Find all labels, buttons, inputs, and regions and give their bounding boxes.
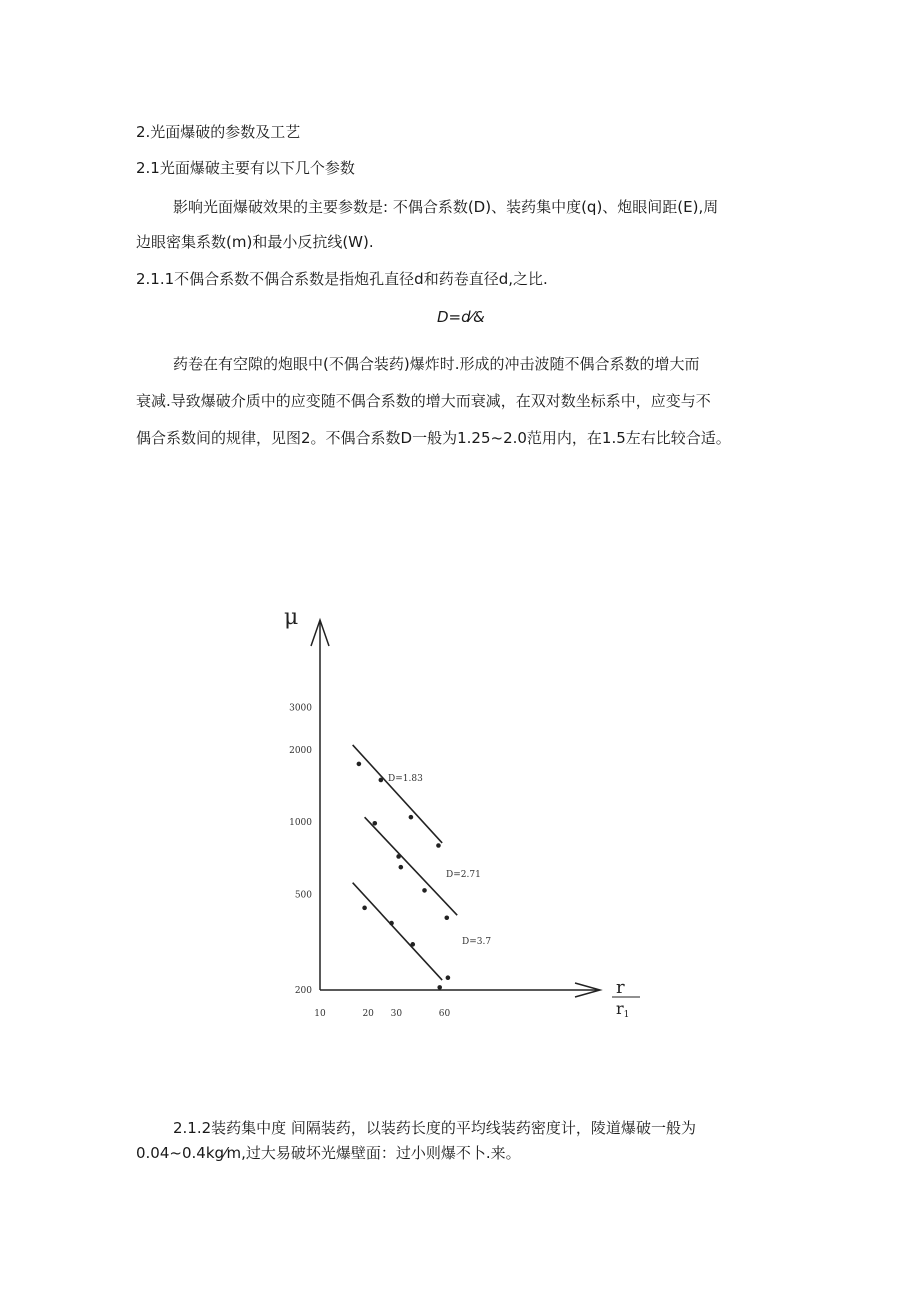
chart-axes: [284, 605, 640, 1020]
y-tick-label: 200: [294, 986, 312, 996]
data-point: [357, 762, 362, 767]
data-point: [396, 854, 401, 859]
series-2: [365, 817, 481, 920]
data-point: [444, 915, 449, 920]
data-point: [446, 975, 451, 980]
y-tick-label: 1000: [289, 818, 312, 829]
series-3: [353, 883, 492, 990]
data-point: [379, 778, 384, 783]
data-point: [436, 843, 441, 848]
paragraph-line: 药卷在有空隙的炮眼中(不偶合装药)爆炸时.形成的冲击波随不偶合系数的增大而: [173, 355, 700, 373]
series-label: D=1.83: [388, 774, 423, 784]
data-point: [437, 985, 442, 990]
x-axis-label-denominator: r1: [616, 999, 630, 1020]
x-tick-label: 30: [390, 1009, 403, 1019]
x-tick-label: 20: [362, 1009, 374, 1019]
paragraph-line: 边眼密集系数(m)和最小反抗线(W).: [136, 233, 374, 251]
section-heading-2-1-1: 2.1.1不偶合系数不偶合系数是指炮孔直径d和药卷直径d,之比.: [136, 270, 548, 288]
data-point: [389, 921, 394, 926]
chart-marks: [353, 745, 492, 990]
series-1: [353, 745, 442, 848]
trend-line: [353, 745, 442, 843]
series-label: D=3.7: [462, 937, 492, 947]
paragraph-line: 衰减.导致爆破介质中的应变随不偶合系数的增大而衰减，在双对数坐标系中，应变与不: [136, 392, 711, 410]
paragraph-line: 偶合系数间的规律，见图2。不偶合系数D一般为1.25~2.0范用内，在1.5左右比较合适。: [136, 429, 731, 447]
section-heading-2-1: 2.1光面爆破主要有以下几个参数: [136, 159, 355, 177]
data-point: [399, 865, 404, 870]
x-axis-label-numerator: r: [616, 977, 625, 998]
section-heading-2-1-2: 2.1.2装药集中度 间隔装药，以装药长度的平均线装药密度计，陵道爆破一般为: [173, 1119, 696, 1137]
y-tick-label: 2000: [289, 746, 312, 756]
data-point: [409, 815, 414, 820]
trend-line: [365, 817, 458, 915]
trend-line: [353, 883, 442, 980]
y-axis-label: μ: [284, 605, 299, 630]
paragraph-line: 0.04~0.4kg⁄m,过大易破坏光爆壁面：过小则爆不卜.来。: [136, 1144, 521, 1162]
x-tick-label: 10: [314, 1009, 326, 1019]
formula: D=d⁄&: [437, 308, 485, 326]
data-point: [362, 906, 367, 911]
data-point: [422, 888, 427, 893]
section-heading-2: 2.光面爆破的参数及工艺: [136, 123, 301, 141]
y-tick-label: 3000: [289, 703, 312, 714]
series-label: D=2.71: [446, 870, 481, 880]
data-point: [410, 942, 415, 947]
y-tick-label: 500: [294, 890, 312, 901]
x-tick-label: 60: [438, 1009, 451, 1019]
data-point: [372, 821, 377, 826]
paragraph-line: 影响光面爆破效果的主要参数是: 不偶合系数(D)、装药集中度(q)、炮眼间距(E),周: [173, 198, 719, 216]
